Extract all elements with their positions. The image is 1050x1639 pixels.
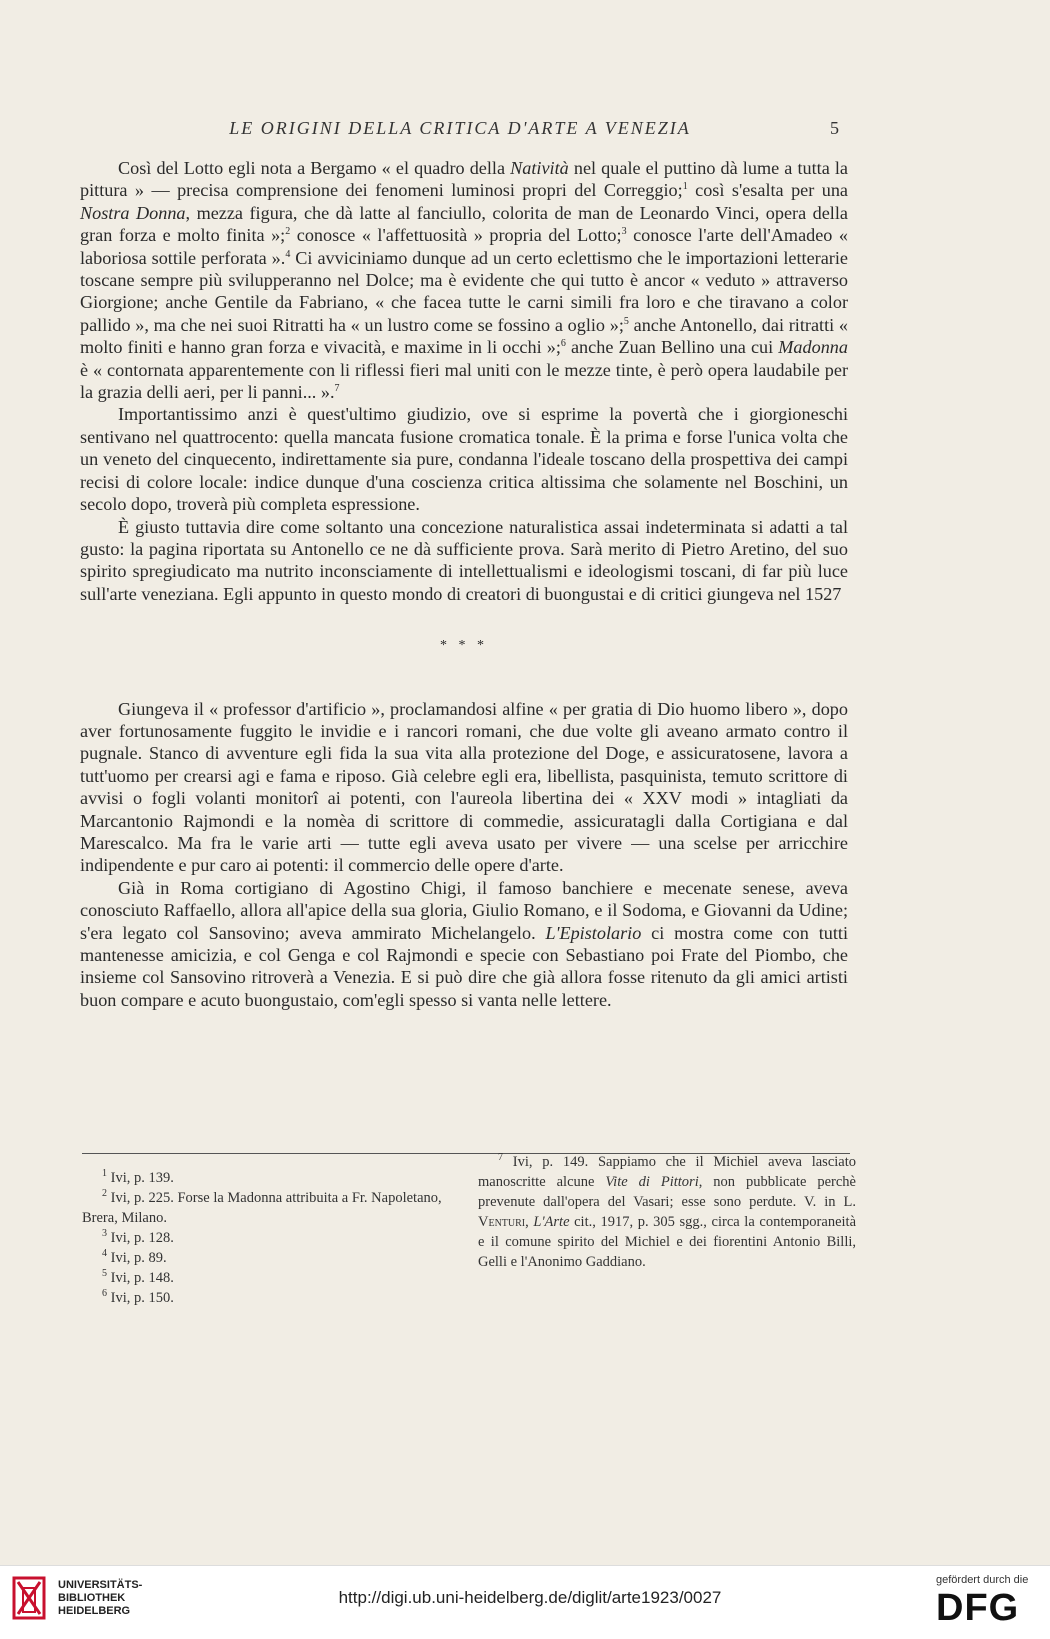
digitization-footer	[0, 1565, 1050, 1639]
dfg-logo[interactable]: DFG	[936, 1587, 1020, 1629]
footnote-text: Ivi, p. 148.	[110, 1270, 174, 1286]
footnote-number: 7	[498, 1152, 503, 1164]
footnote-text: Ivi, p. 139.	[110, 1170, 174, 1186]
footnote	[82, 1248, 462, 1268]
footnote-text: Ivi, p. 225. Forse la Madonna attribuita a Fr. Napoletano, Brera, Milano.	[82, 1190, 442, 1226]
text-run: conosce « l'affettuosità » propria del Lotto;	[290, 225, 622, 246]
heidelberg-library-logo-icon[interactable]	[10, 1574, 52, 1626]
running-header-title: LE ORIGINI DELLA CRITICA D'ARTE A VENEZIA	[229, 118, 691, 138]
footnotes-right-column	[478, 1152, 856, 1272]
italic-title-vite-di-pittori: Vite di Pittori	[605, 1174, 699, 1190]
paragraph-4: Giungeva il « professor d'artificio », proclamandosi alfine « per gratia di Dio huomo libero », dopo aver fortunosamente fuggito le invidie e i rancori romani, che due volte gli aveano armato contro il pugnale. Stanco di avventure egli fida la sua vita alla protezione del Doge, e assicuratosene, lavora a tutt'uomo per crearsi agi e fama e riposo. Già celebre egli era, libellista, pasquinista, temuto scrittore di avvisi o fogli volanti monitorî ai potenti, con l'aureola libertina dei « XXV modi » intagliati da Marcantonio Rajmondi e la nomèa di scrittore di commedie, assicuratagli dalla Cortigiana e dal Marescalco. Ma fra le varie arti — tutte egli aveva usato per vivere — una scelse per arricchire indipendente e pur caro ai potenti: il commercio delle opere d'arte.	[80, 698, 848, 876]
footnote-ref: 7	[334, 383, 340, 394]
italic-title-larte: L'Arte	[533, 1214, 570, 1230]
body-text	[80, 157, 848, 1011]
footnote-ref: 6	[560, 338, 566, 350]
italic-title-nativita: Natività	[510, 158, 569, 178]
footnotes-left-column	[82, 1168, 462, 1308]
text-run: , mezza figura, che dà latte al fanciullo, colorita de man de Leonardo Vinci, opera della gran forza e molto finita »;	[80, 202, 848, 246]
section-separator: * * *	[440, 638, 488, 654]
footnote-number: 1	[102, 1168, 107, 1180]
italic-title-madonna: Madonna	[778, 337, 848, 358]
library-name-line: BIBLIOTHEK	[58, 1592, 126, 1604]
text-run: ci mostra come con tutti mantenesse amicizia, e col Genga e col Rajmondi e specie con Sebastiano poi Frate del Piombo, che insieme col Sansovino ritroverà a Venezia. E si può dire che già allora fosse ritenuto da gli amici artisti buon compare e acuto buongustaio, com'egli spesso si vanta nelle lettere.	[80, 922, 848, 1010]
footnote	[82, 1288, 462, 1308]
library-name	[58, 1579, 142, 1618]
footnote-text: cit., 1917, p. 305 sgg., circa la contemporaneità e il comune spirito del Michiel e dei fiorentini Antonio Billi, Gelli e l'Anonimo Gaddiano.	[478, 1214, 856, 1270]
footnote	[82, 1188, 462, 1228]
footnote-number: 3	[102, 1228, 107, 1240]
italic-title-nostra-donna: Nostra Donna	[80, 202, 186, 223]
text-run: è « contornata apparentemente con li riflessi fieri mal uniti con le mezze tinte, è però opera laudabile per la grazia delli aeri, per li panni... ».	[80, 359, 848, 403]
footnote	[478, 1152, 856, 1272]
footnote-ref: 2	[285, 226, 291, 238]
funder-caption: gefördert durch die	[936, 1574, 1029, 1586]
paragraph-3: È giusto tuttavia dire come soltanto una concezione naturalistica assai indeterminata si adatti a tal gusto: la pagina riportata su Antonello ce ne dà sufficiente prova. Sarà merito di Pietro Aretino, del suo spirito spregiudicato ma nutrito inconsciamente di intellettualismi e ideologismi toscani, di far più luce sull'arte veneziana. Egli appunto in questo mondo di creatori di buongustai e di critici giungeva nel 1527	[80, 516, 848, 604]
library-name-line: UNIVERSITÄTS-	[58, 1579, 143, 1591]
text-run: anche Antonello, dai ritratti « molto finiti e hanno gran forza e vivacità, e maxime in li occhi »;	[80, 314, 849, 358]
page-number: 5	[830, 118, 839, 138]
text-run: Ci avviciniamo dunque ad un certo eclettismo che le importazioni letterarie toscane sempre più svilupperanno nel Dolce; ma è evidente che qui tutto è ancor « veduto » attraverso Giorgione; anche Gentile da Fabriano, « che facea tutte le carni simili fra loro e che tiravano a color pallido », ma che nei suoi Ritratti ha « un lustro come se fossino a oglio »;	[80, 247, 848, 335]
text-run: nel quale el puttino dà lume a tutta la pittura » — precisa comprensione dei fenomeni luminosi propri del Correggio;	[80, 158, 848, 201]
paragraph-1	[80, 157, 848, 403]
text-run: conosce l'arte dell'Amadeo « laboriosa sottile perforata ».	[80, 225, 848, 268]
footnote-ref: 3	[621, 226, 627, 238]
footnote	[82, 1168, 462, 1188]
footnote	[82, 1228, 462, 1248]
footnote-number: 4	[102, 1248, 107, 1260]
footnote-number: 2	[102, 1188, 107, 1200]
text-run: così s'esalta per una	[687, 180, 848, 201]
library-name-line: HEIDELBERG	[58, 1605, 131, 1617]
footnote-ref: 5	[623, 315, 629, 327]
footnote-text: Ivi, p. 89.	[110, 1250, 167, 1266]
footnote	[82, 1268, 462, 1288]
text-run: Già in Roma cortigiano di Agostino Chigi, il famoso banchiere e mecenate senese, aveva conosciuto Raffaello, allora all'apice della sua gloria, Giulio Romano, e il Sodoma, e Giovanni da Udine; s'era legato col Sansovino; aveva ammirato Michelangelo.	[80, 877, 848, 943]
text-run: Così del Lotto egli nota a Bergamo « el quadro della	[118, 158, 511, 178]
paragraph-5	[80, 877, 848, 1011]
footnote-text: Ivi, p. 150.	[110, 1290, 174, 1306]
footnote-number: 6	[102, 1288, 107, 1300]
italic-title-epistolario: L'Epistolario	[545, 922, 642, 943]
footnote-ref: 1	[682, 181, 688, 193]
footnote-text: Ivi, p. 149. Sappiamo che il Michiel aveva lasciato manoscritte alcune	[478, 1154, 856, 1190]
text-run: anche Zuan Bellino una cui	[565, 337, 779, 358]
footnote-text: ,	[525, 1214, 534, 1230]
source-url-link[interactable]: http://digi.ub.uni-heidelberg.de/diglit/arte1923/0027	[338, 1588, 722, 1607]
footnote-text: Ivi, p. 128.	[110, 1230, 174, 1246]
footnote-number: 5	[102, 1268, 107, 1280]
author-name: Venturi	[478, 1214, 526, 1230]
footnote-text: , non pubblicate perchè prevenute dall'opera del Vasari; esse sono perdute. V. in L.	[478, 1174, 856, 1210]
paragraph-2: Importantissimo anzi è quest'ultimo giudizio, ove si esprime la povertà che i giorgioneschi sentivano nel quattrocento: quella mancata fusione cromatica tonale. È la prima e forse l'unica volta che un veneto del cinquecento, indirettamente sia pure, condanna l'ideale toscano della prospettiva dei campi recisi di colore locale: indice dunque d'una coscienza critica altissima che solamente nel Boschini, un secolo dopo, troverà più completa espressione.	[80, 404, 848, 515]
footnote-ref: 4	[285, 248, 291, 260]
